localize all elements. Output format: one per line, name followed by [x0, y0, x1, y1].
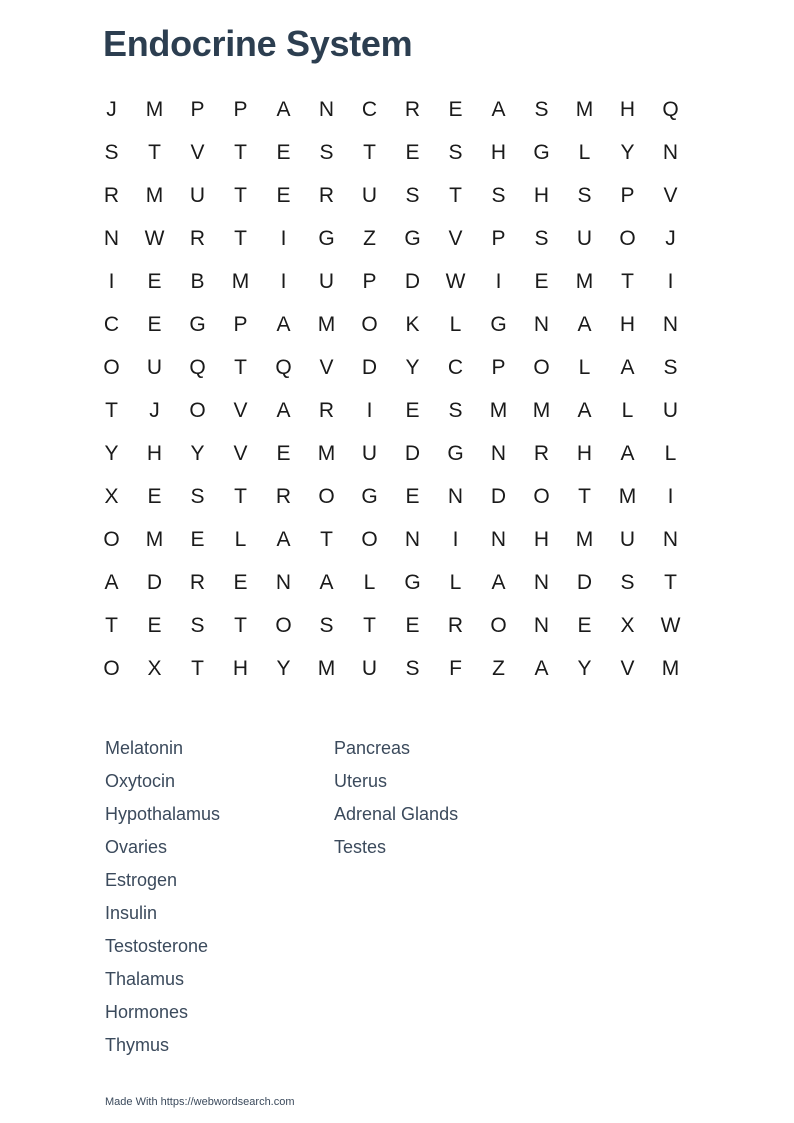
grid-cell: L — [578, 140, 591, 164]
word-list-item: Testes — [334, 837, 387, 857]
grid-cell: S — [190, 613, 205, 637]
grid-cell: Y — [620, 140, 635, 164]
grid-cell: O — [361, 527, 378, 551]
grid-cell: G — [189, 312, 206, 336]
grid-cell: S — [405, 656, 420, 680]
grid-cell: E — [147, 269, 162, 293]
grid-cell: R — [275, 484, 292, 508]
grid-cell: P — [190, 97, 205, 121]
grid-cell: S — [319, 613, 334, 637]
grid-cell: Y — [276, 656, 291, 680]
grid-cell: J — [106, 97, 117, 121]
word-list-item: Uterus — [334, 771, 388, 791]
grid-cell: G — [447, 441, 464, 465]
word-list-item: Thalamus — [105, 969, 185, 989]
grid-cell: N — [275, 570, 292, 594]
grid-cell: D — [576, 570, 593, 594]
grid-cell: A — [577, 398, 592, 422]
grid-cell: O — [275, 613, 292, 637]
grid-cell: O — [361, 312, 378, 336]
grid-cell: O — [318, 484, 335, 508]
grid-cell: H — [576, 441, 593, 465]
grid-cell: N — [662, 312, 679, 336]
grid-cell: R — [404, 97, 421, 121]
grid-cell: L — [234, 527, 247, 551]
grid-cell: W — [144, 226, 165, 250]
grid-cell: X — [147, 656, 162, 680]
grid-cell: U — [361, 656, 378, 680]
word-list-item: Adrenal Glands — [334, 804, 459, 824]
grid-cell: D — [361, 355, 378, 379]
grid-cell: A — [276, 312, 291, 336]
grid-cell: Q — [275, 355, 292, 379]
grid-cell: C — [361, 97, 378, 121]
grid-cell: M — [145, 97, 164, 121]
page-title: Endocrine System — [103, 23, 413, 64]
grid-cell: S — [319, 140, 334, 164]
grid-cell: I — [667, 269, 674, 293]
grid-cell: M — [489, 398, 508, 422]
word-list-item: Melatonin — [105, 738, 184, 758]
grid-cell: I — [108, 269, 115, 293]
grid-cell: I — [452, 527, 459, 551]
grid-cell: L — [664, 441, 677, 465]
grid-cell: M — [575, 527, 594, 551]
grid-cell: M — [575, 97, 594, 121]
grid-cell: H — [146, 441, 163, 465]
grid-cell: A — [319, 570, 334, 594]
grid-cell: J — [665, 226, 676, 250]
grid-cell: U — [619, 527, 636, 551]
grid-cell: E — [276, 441, 291, 465]
grid-cell: A — [491, 97, 506, 121]
grid-cell: N — [447, 484, 464, 508]
grid-cell: V — [233, 398, 248, 422]
grid-cell: U — [318, 269, 335, 293]
grid-cell: A — [491, 570, 506, 594]
grid-cell: P — [233, 97, 248, 121]
grid-cell: T — [449, 183, 462, 207]
grid-cell: G — [533, 140, 550, 164]
grid-cell: J — [149, 398, 160, 422]
grid-cell: V — [319, 355, 334, 379]
grid-cell: Q — [662, 97, 679, 121]
grid-cell: S — [448, 140, 463, 164]
grid-cell: V — [663, 183, 678, 207]
grid-cell: S — [534, 97, 549, 121]
grid-cell: M — [145, 183, 164, 207]
grid-cell: P — [362, 269, 377, 293]
grid-cell: M — [575, 269, 594, 293]
grid-cell: X — [620, 613, 635, 637]
grid-cell: T — [105, 398, 118, 422]
word-list-item: Estrogen — [105, 870, 178, 890]
grid-cell: R — [318, 183, 335, 207]
grid-cell: H — [619, 312, 636, 336]
grid-cell: N — [662, 527, 679, 551]
grid-cell: G — [318, 226, 335, 250]
grid-cell: S — [620, 570, 635, 594]
grid-cell: S — [448, 398, 463, 422]
grid-cell: G — [404, 226, 421, 250]
grid-cell: N — [662, 140, 679, 164]
grid-cell: U — [189, 183, 206, 207]
word-list-item: Testosterone — [105, 936, 209, 956]
grid-cell: A — [577, 312, 592, 336]
grid-cell: P — [491, 355, 506, 379]
grid-cell: H — [619, 97, 636, 121]
grid-cell: N — [533, 570, 550, 594]
grid-cell: V — [448, 226, 463, 250]
grid-cell: W — [660, 613, 681, 637]
word-list-column-2 — [334, 732, 458, 864]
word-list-item: Hormones — [105, 1002, 189, 1022]
grid-cell: A — [276, 398, 291, 422]
grid-cell: O — [490, 613, 507, 637]
grid-cell: U — [361, 441, 378, 465]
grid-cell: O — [533, 355, 550, 379]
grid-cell: I — [495, 269, 502, 293]
grid-cell: U — [662, 398, 679, 422]
grid-cell: P — [491, 226, 506, 250]
grid-cell: E — [405, 484, 420, 508]
grid-cell: U — [576, 226, 593, 250]
grid-cell: L — [449, 312, 462, 336]
grid-cell: M — [661, 656, 680, 680]
grid-cell: R — [189, 570, 206, 594]
grid-cell: M — [317, 441, 336, 465]
grid-cell: T — [234, 183, 247, 207]
grid-cell: E — [405, 613, 420, 637]
grid-cell: A — [276, 527, 291, 551]
grid-cell: T — [234, 484, 247, 508]
grid-cell: E — [276, 140, 291, 164]
grid-cell: L — [449, 570, 462, 594]
word-list-column-1 — [105, 732, 220, 1062]
grid-cell: S — [190, 484, 205, 508]
grid-cell: T — [621, 269, 634, 293]
grid-cell: S — [534, 226, 549, 250]
grid-cell: T — [664, 570, 677, 594]
grid-cell: M — [231, 269, 250, 293]
grid-cell: I — [366, 398, 373, 422]
grid-cell: M — [532, 398, 551, 422]
grid-cell: E — [448, 97, 463, 121]
grid-cell: I — [280, 269, 287, 293]
grid-cell: E — [577, 613, 592, 637]
grid-cell: T — [578, 484, 591, 508]
grid-cell: N — [103, 226, 120, 250]
grid-cell: Q — [189, 355, 206, 379]
word-list-item: Pancreas — [334, 738, 411, 758]
grid-cell: D — [146, 570, 163, 594]
grid-cell: L — [621, 398, 634, 422]
grid-cell: T — [148, 140, 161, 164]
grid-cell: U — [361, 183, 378, 207]
grid-cell: D — [404, 269, 421, 293]
grid-cell: I — [667, 484, 674, 508]
grid-cell: M — [618, 484, 637, 508]
grid-cell: I — [280, 226, 287, 250]
grid-cell: Z — [363, 226, 376, 250]
grid-cell: L — [363, 570, 376, 594]
grid-cell: E — [405, 398, 420, 422]
grid-cell: O — [619, 226, 636, 250]
grid-cell: Z — [492, 656, 505, 680]
word-list-item: Thymus — [105, 1035, 170, 1055]
grid-cell: G — [361, 484, 378, 508]
grid-cell: R — [318, 398, 335, 422]
grid-cell: M — [145, 527, 164, 551]
grid-cell: A — [620, 355, 635, 379]
grid-cell: S — [577, 183, 592, 207]
grid-cell: E — [147, 312, 162, 336]
grid-cell: O — [533, 484, 550, 508]
word-list-item: Insulin — [105, 903, 158, 923]
grid-cell: K — [405, 312, 420, 336]
grid-cell: C — [103, 312, 120, 336]
grid-cell: O — [103, 656, 120, 680]
grid-cell: A — [104, 570, 119, 594]
grid-cell: N — [490, 527, 507, 551]
grid-cell: L — [578, 355, 591, 379]
grid-cell: T — [234, 226, 247, 250]
grid-cell: D — [404, 441, 421, 465]
grid-cell: E — [190, 527, 205, 551]
grid-cell: T — [234, 355, 247, 379]
grid-cell: E — [233, 570, 248, 594]
word-list-item: Ovaries — [105, 837, 168, 857]
grid-cell: E — [147, 613, 162, 637]
footer-credit: Made With https://webwordsearch.com — [105, 1096, 295, 1108]
grid-cell: Y — [405, 355, 420, 379]
grid-cell: E — [276, 183, 291, 207]
grid-cell: E — [147, 484, 162, 508]
grid-cell: N — [490, 441, 507, 465]
grid-cell: S — [491, 183, 506, 207]
grid-cell: S — [663, 355, 678, 379]
grid-cell: S — [405, 183, 420, 207]
grid-cell: P — [233, 312, 248, 336]
grid-cell: E — [534, 269, 549, 293]
grid-cell: T — [191, 656, 204, 680]
grid-cell: B — [190, 269, 205, 293]
grid-cell: O — [103, 355, 120, 379]
grid-cell: T — [320, 527, 333, 551]
grid-cell: R — [189, 226, 206, 250]
grid-cell: P — [620, 183, 635, 207]
grid-cell: W — [445, 269, 466, 293]
grid-cell: E — [405, 140, 420, 164]
grid-cell: R — [533, 441, 550, 465]
grid-cell: H — [490, 140, 507, 164]
grid-cell: X — [104, 484, 119, 508]
grid-cell: O — [103, 527, 120, 551]
grid-cell: M — [317, 312, 336, 336]
letter-grid — [90, 88, 692, 690]
grid-cell: S — [104, 140, 119, 164]
grid-cell: Y — [190, 441, 205, 465]
grid-cell: H — [533, 183, 550, 207]
grid-cell: T — [363, 140, 376, 164]
grid-cell: V — [620, 656, 635, 680]
grid-cell: V — [190, 140, 205, 164]
grid-cell: Y — [577, 656, 592, 680]
grid-cell: N — [533, 312, 550, 336]
grid-cell: N — [318, 97, 335, 121]
grid-cell: H — [533, 527, 550, 551]
grid-cell: T — [363, 613, 376, 637]
grid-cell: O — [189, 398, 206, 422]
grid-cell: T — [105, 613, 118, 637]
grid-cell: V — [233, 441, 248, 465]
grid-cell: R — [103, 183, 120, 207]
grid-cell: N — [533, 613, 550, 637]
grid-cell: D — [490, 484, 507, 508]
word-list-item: Oxytocin — [105, 771, 176, 791]
grid-cell: A — [534, 656, 549, 680]
grid-cell: N — [404, 527, 421, 551]
word-list-item: Hypothalamus — [105, 804, 221, 824]
grid-cell: T — [234, 613, 247, 637]
grid-cell: A — [276, 97, 291, 121]
grid-cell: U — [146, 355, 163, 379]
grid-cell: G — [490, 312, 507, 336]
grid-cell: G — [404, 570, 421, 594]
grid-cell: F — [449, 656, 462, 680]
grid-cell: R — [447, 613, 464, 637]
grid-cell: C — [447, 355, 464, 379]
grid-cell: A — [620, 441, 635, 465]
grid-cell: M — [317, 656, 336, 680]
grid-cell: H — [232, 656, 249, 680]
grid-cell: T — [234, 140, 247, 164]
grid-cell: Y — [104, 441, 119, 465]
